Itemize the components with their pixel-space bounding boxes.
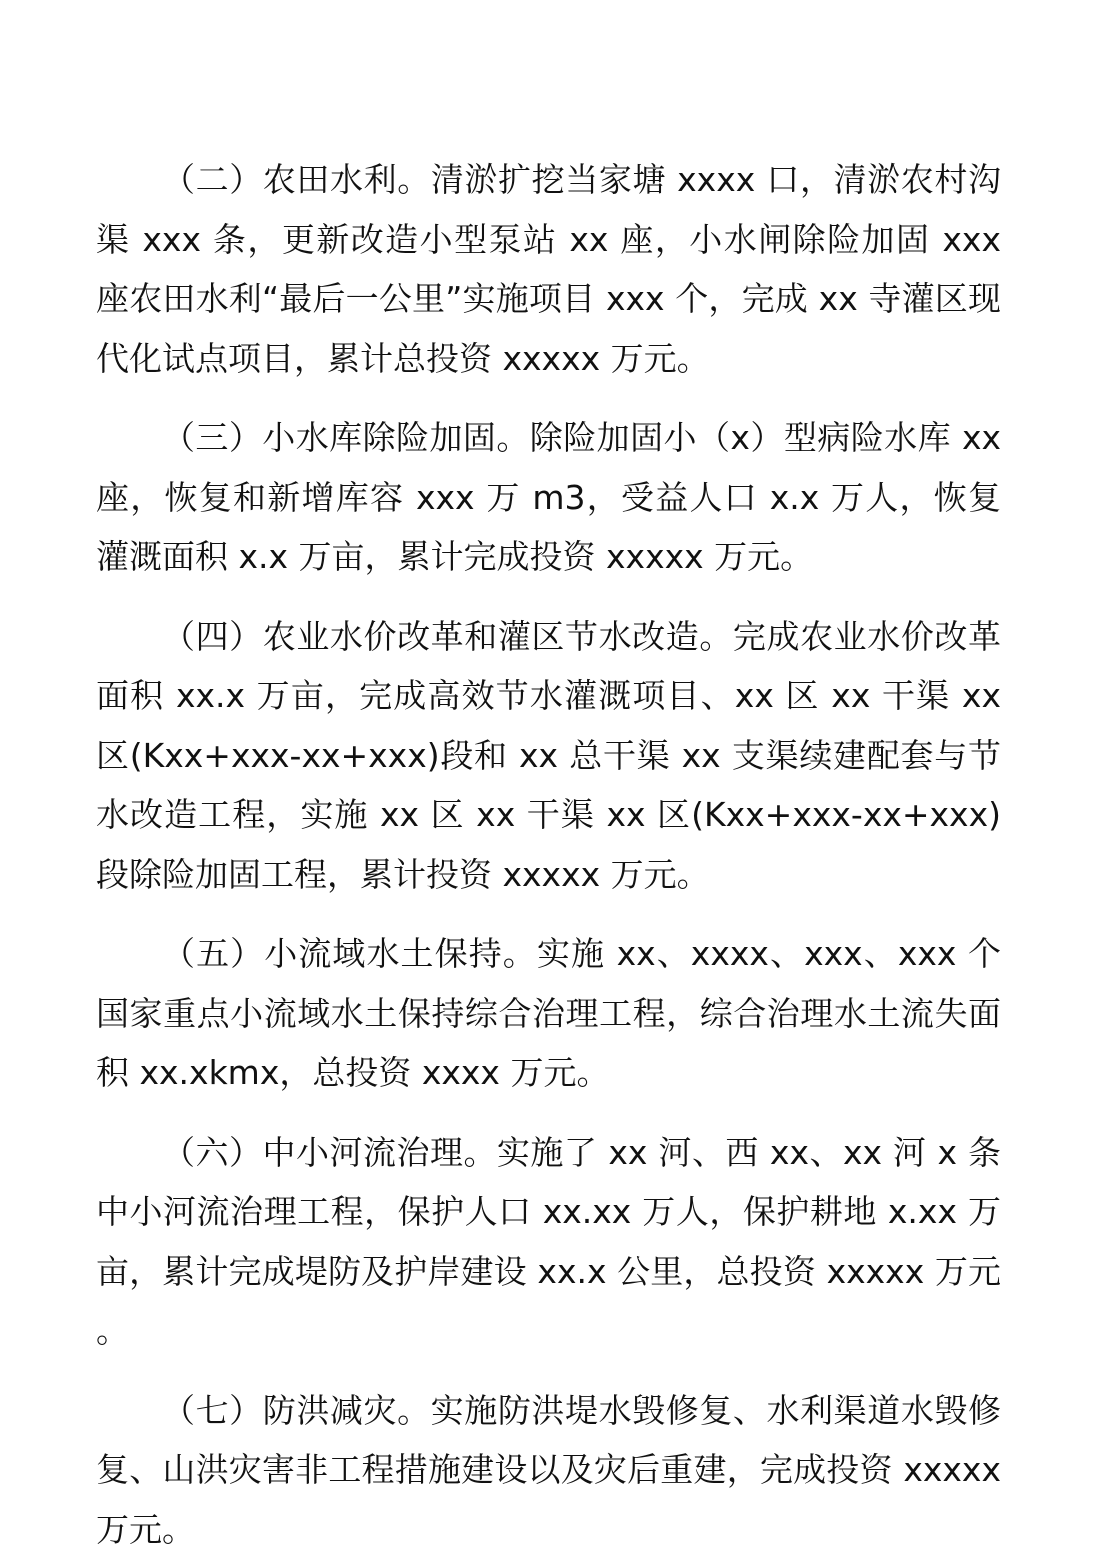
paragraph-small-reservoir-reinforcement: （三）小水库除险加固。除险加固小（x）型病险水库 xx 座，恢复和新增库容 xxx 万 m3，受益人口 x.x 万人，恢复灌溉面积 x.x 万亩，累计完成投资 xxxxx 万元。 [96,408,1001,587]
paragraph-water-price-reform: （四）农业水价改革和灌区节水改造。完成农业水价改革面积 xx.x 万亩，完成高效节水灌溉项目、xx 区 xx 干渠 xx 区(Kxx+xxx-xx+xxx)段和 xx 总干渠 xx 支渠续建配套与节水改造工程，实施 xx 区 xx 干渠 xx 区(Kxx+xxx-xx+xxx)段除险加固工程，累计投资 xxxxx 万元。 [96,607,1001,905]
document-page [96,150,1001,1559]
paragraph-soil-water-conservation: （五）小流域水土保持。实施 xx、xxxx、xxx、xxx 个国家重点小流域水土保持综合治理工程，综合治理水土流失面积 xx.xkmx，总投资 xxxx 万元。 [96,924,1001,1103]
paragraph-flood-prevention: （七）防洪减灾。实施防洪堤水毁修复、水利渠道水毁修复、山洪灾害非工程措施建设以及灾后重建，完成投资 xxxxx 万元。 [96,1381,1001,1559]
paragraph-river-management: （六）中小河流治理。实施了 xx 河、西 xx、xx 河 x 条中小河流治理工程，保护人口 xx.xx 万人，保护耕地 x.xx 万亩，累计完成堤防及护岸建设 xx.x 公里，总投资 xxxxx 万元。 [96,1123,1001,1361]
paragraph-farmland-irrigation: （二）农田水利。清淤扩挖当家塘 xxxx 口，清淤农村沟渠 xxx 条，更新改造小型泵站 xx 座，小水闸除险加固 xxx 座农田水利“最后一公里”实施项目 xxx 个，完成 xx 寺灌区现代化试点项目，累计总投资 xxxxx 万元。 [96,150,1001,388]
